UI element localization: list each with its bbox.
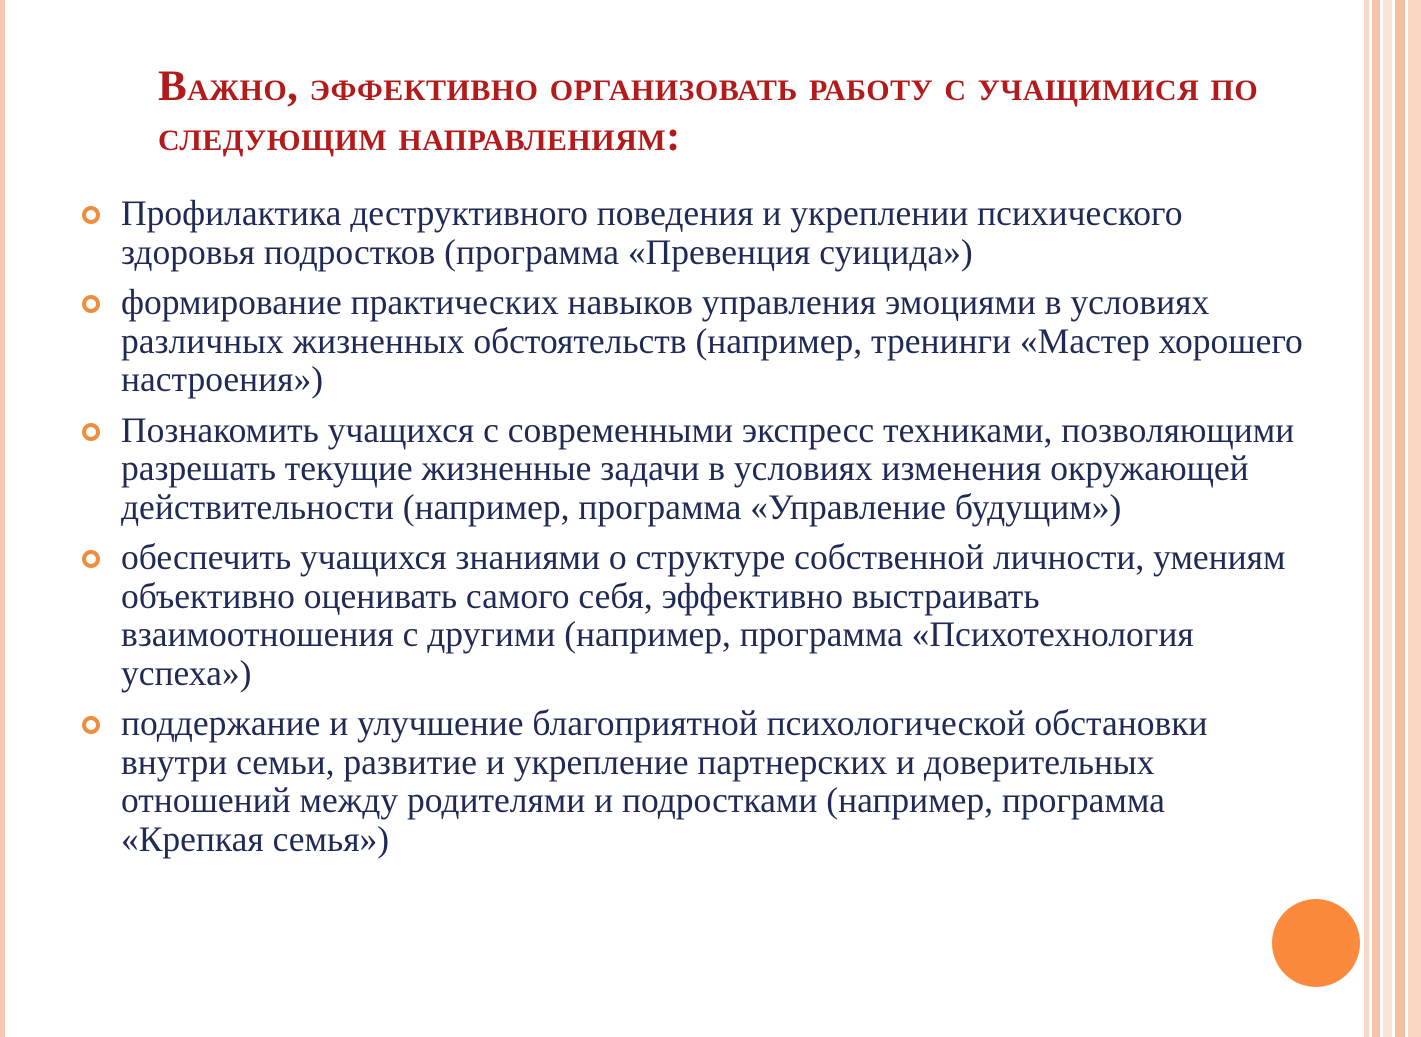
right-decor-stripe bbox=[1408, 0, 1421, 1037]
list-item-text: обеспечить учащихся знаниями о структуре собственной личности, умениям объективно оценивать самого себя, эффективно выстраивать взаимоотношения с другими (например, программа «Психотехнология успеха») bbox=[121, 537, 1286, 693]
list-item bbox=[80, 283, 1310, 399]
list-item-text: поддержание и улучшение благоприятной психологической обстановки внутри семьи, развитие и укрепление партнерских и доверительных отношений между родителями и подростками (например, программа «Крепкая семья») bbox=[121, 703, 1208, 859]
left-border-stripe bbox=[0, 0, 5, 1037]
right-decor-stripe bbox=[1372, 0, 1380, 1037]
orange-circle-decoration bbox=[1272, 899, 1360, 987]
right-decor-stripe bbox=[1395, 0, 1405, 1037]
bullet-circle-icon bbox=[82, 423, 100, 441]
bullet-circle-icon bbox=[82, 295, 100, 313]
bullet-circle-icon bbox=[82, 206, 100, 224]
bullet-list bbox=[80, 194, 1310, 870]
list-item-text: Познакомить учащихся с современными экспресс техниками, позволяющими разрешать текущие жизненные задачи в условиях изменения окружающей действительности (например, программа «Управление будущим») bbox=[121, 409, 1295, 527]
slide-title: Важно, эффективно организовать работу с учащимися по следующим направлениям: bbox=[158, 63, 1259, 160]
right-decor-stripe bbox=[1383, 0, 1392, 1037]
right-decor-stripe bbox=[1364, 0, 1369, 1037]
list-item bbox=[80, 194, 1310, 271]
list-item bbox=[80, 538, 1310, 692]
list-item bbox=[80, 411, 1310, 527]
bullet-circle-icon bbox=[82, 716, 100, 734]
list-item-text: формирование практических навыков управления эмоциями в условиях различных жизненных обстоятельств (например, тренинги «Мастер хорошего настроения») bbox=[121, 282, 1303, 399]
list-item bbox=[80, 704, 1310, 858]
bullet-circle-icon bbox=[82, 550, 100, 568]
list-item-text: Профилактика деструктивного поведения и укреплении психического здоровья подростков (программа «Превенция суицида») bbox=[121, 193, 1183, 272]
